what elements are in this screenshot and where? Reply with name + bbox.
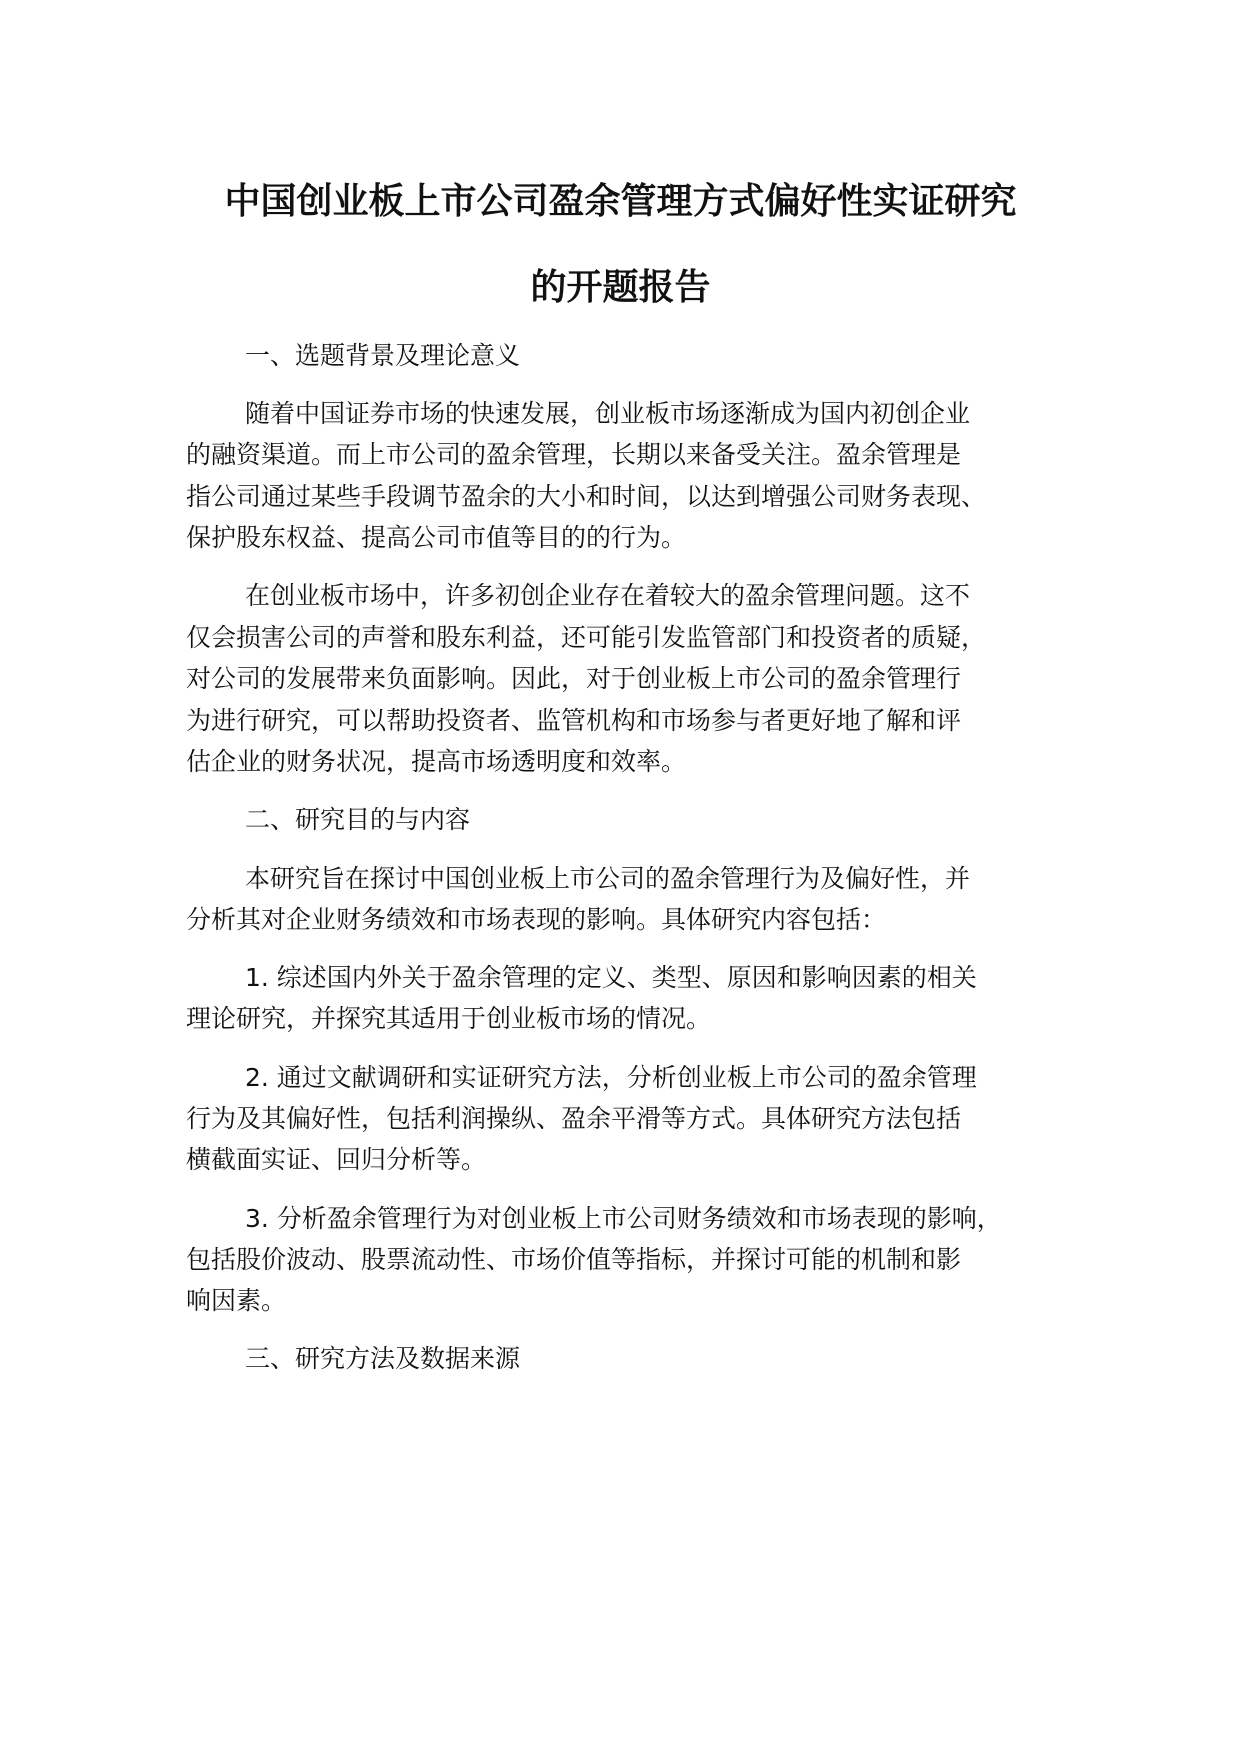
paragraph-2-line-4: 为进行研究，可以帮助投资者、监管机构和市场参与者更好地了解和评: [186, 706, 962, 735]
paragraph-1-line-4: 保护股东权益、提高公司市值等目的的行为。: [186, 523, 687, 552]
paragraph-2-line-1: 在创业板市场中，许多初创企业存在着较大的盈余管理问题。这不: [245, 581, 971, 610]
paragraph-2-line-3: 对公司的发展带来负面影响。因此，对于创业板上市公司的盈余管理行: [186, 664, 962, 693]
paragraph-3-line-1: 本研究旨在探讨中国创业板上市公司的盈余管理行为及偏好性，并: [245, 864, 971, 893]
paragraph-1-line-2: 的融资渠道。而上市公司的盈余管理，长期以来备受关注。盈余管理是: [186, 440, 962, 469]
paragraph-2-line-5: 估企业的财务状况，提高市场透明度和效率。: [186, 747, 687, 776]
paragraph-1-line-3: 指公司通过某些手段调节盈余的大小和时间，以达到增强公司财务表现、: [186, 482, 987, 511]
paragraph-3-line-2: 分析其对企业财务绩效和市场表现的影响。具体研究内容包括：: [186, 905, 887, 934]
section-heading-3: 三、研究方法及数据来源: [245, 1344, 521, 1373]
list-item-3-line-1: 3. 分析盈余管理行为对创业板上市公司财务绩效和市场表现的影响，: [245, 1204, 1002, 1233]
paragraph-2-line-2: 仅会损害公司的声誉和股东利益，还可能引发监管部门和投资者的质疑，: [186, 623, 987, 652]
paragraph-1-line-1: 随着中国证券市场的快速发展，创业板市场逐渐成为国内初创企业: [245, 399, 971, 428]
document-title-line-1: 中国创业板上市公司盈余管理方式偏好性实证研究: [224, 181, 1017, 222]
list-item-2-line-2: 行为及其偏好性，包括利润操纵、盈余平滑等方式。具体研究方法包括: [186, 1104, 962, 1133]
section-heading-2: 二、研究目的与内容: [245, 805, 471, 834]
list-item-3-line-2: 包括股价波动、股票流动性、市场价值等指标，并探讨可能的机制和影: [186, 1245, 962, 1274]
section-heading-1: 一、选题背景及理论意义: [245, 341, 521, 370]
list-item-1-line-2: 理论研究，并探究其适用于创业板市场的情况。: [186, 1004, 712, 1033]
list-item-3-line-3: 响因素。: [186, 1286, 287, 1315]
list-item-2-line-1: 2. 通过文献调研和实证研究方法，分析创业板上市公司的盈余管理: [245, 1063, 977, 1092]
list-item-1-line-1: 1. 综述国内外关于盈余管理的定义、类型、原因和影响因素的相关: [245, 963, 977, 992]
list-item-2-line-3: 横截面实证、回归分析等。: [186, 1145, 487, 1174]
document-title-line-2: 的开题报告: [530, 267, 711, 308]
